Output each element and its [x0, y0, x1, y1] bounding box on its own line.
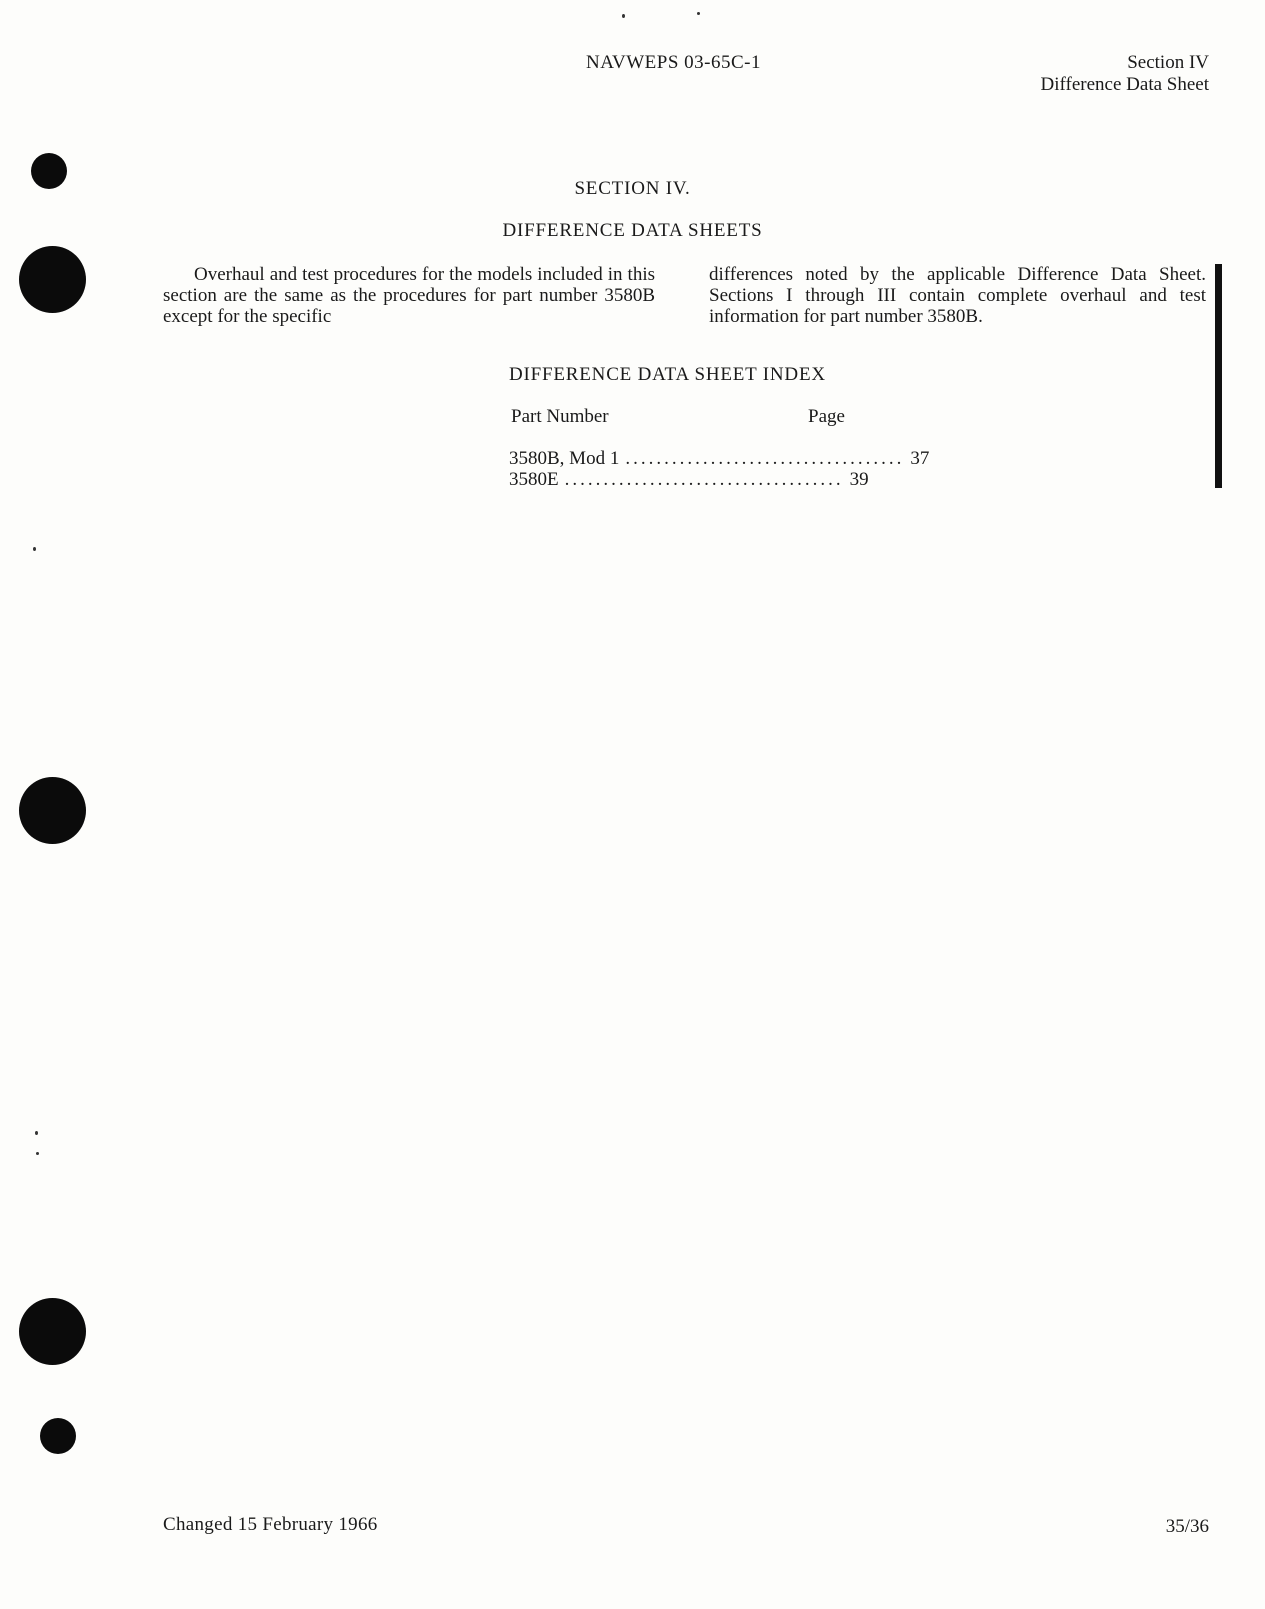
- index-title: DIFFERENCE DATA SHEET INDEX: [509, 364, 826, 385]
- dot-leader: ....................................: [625, 448, 905, 469]
- binder-hole: [19, 1298, 86, 1365]
- binder-hole: [19, 246, 86, 313]
- header-section: Section IV: [1127, 52, 1209, 73]
- scan-speck: [36, 1152, 39, 1155]
- header-section-title: Difference Data Sheet: [1040, 74, 1209, 95]
- change-note: Changed 15 February 1966: [163, 1514, 378, 1535]
- index-row-part: 3580B, Mod 1: [509, 448, 620, 469]
- dot-leader: ....................................: [564, 469, 844, 490]
- scan-speck: [622, 14, 625, 18]
- index-table: [509, 448, 930, 490]
- scan-speck: [33, 547, 36, 551]
- index-row: [509, 448, 930, 469]
- page-number: 35/36: [1165, 1516, 1209, 1537]
- scan-speck: [697, 12, 700, 15]
- index-column-part: Part Number: [511, 406, 609, 427]
- change-bar: [1215, 264, 1222, 488]
- index-row-page: 37: [910, 448, 930, 469]
- intro-paragraph-right: differences noted by the applicable Difference Data Sheet. Sections I through III contain complete overhaul and test information for part number 3580B.: [709, 264, 1206, 327]
- section-subtitle: DIFFERENCE DATA SHEETS: [502, 220, 763, 241]
- scan-speck: [35, 1131, 38, 1135]
- binder-hole: [19, 777, 86, 844]
- index-row: [509, 469, 869, 490]
- index-row-part: 3580E: [509, 469, 559, 490]
- index-column-page: Page: [808, 406, 845, 427]
- running-header: [1041, 52, 1209, 96]
- section-title: SECTION IV.: [574, 178, 691, 199]
- document-number: NAVWEPS 03-65C-1: [586, 52, 761, 73]
- binder-hole: [40, 1418, 76, 1454]
- intro-paragraph-left: Overhaul and test procedures for the models included in this section are the same as the procedures for part number 3580B except for the specific: [163, 264, 655, 327]
- index-row-page: 39: [849, 469, 869, 490]
